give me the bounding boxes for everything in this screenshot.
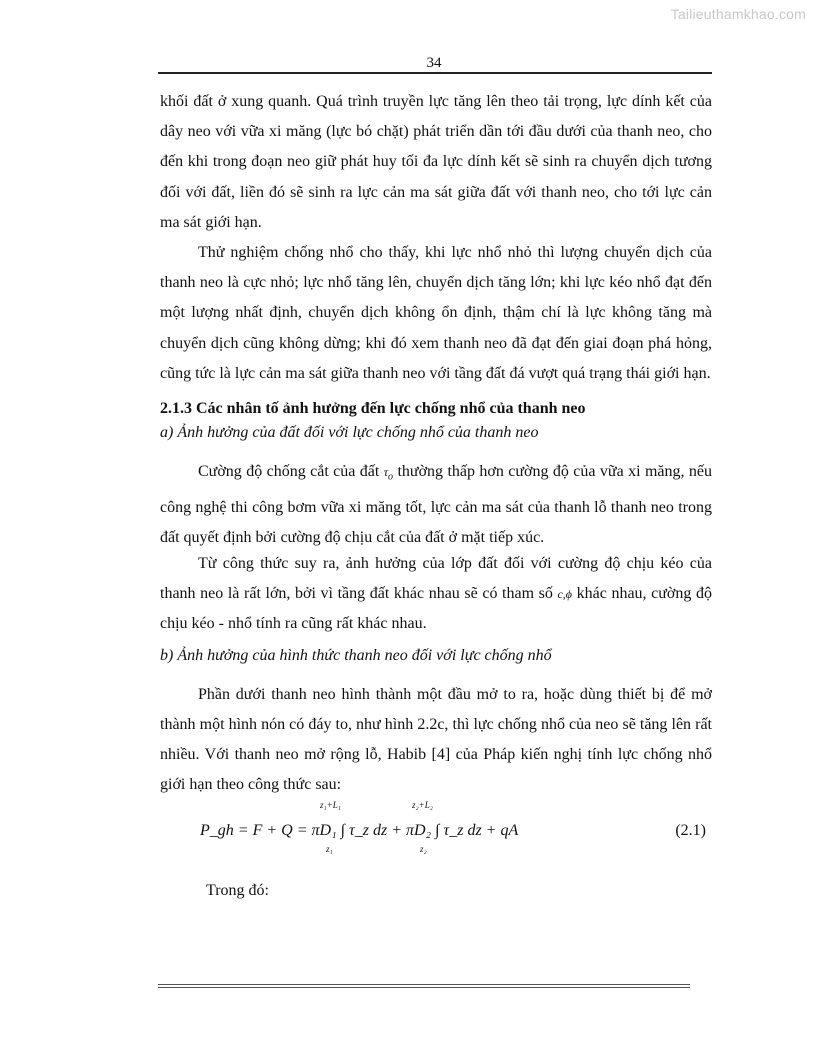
subsection-a: a) Ảnh hưởng của đất đối với lực chống nhổ của thanh neo: [160, 424, 539, 442]
limit-lower-2: z₂: [420, 844, 427, 855]
paragraph-6: Trong đó:: [206, 882, 269, 900]
footer-rule: [158, 984, 690, 988]
p4-after: khác nhau, cường độ chịu kéo - nhổ tính ra cũng rất khác nhau.: [160, 585, 712, 633]
limit-upper-1: z₁+L₁: [320, 800, 341, 811]
section-heading: 2.1.3 Các nhân tố ảnh hưởng đến lực chống nhổ của thanh neo: [160, 400, 586, 418]
paragraph-1: khối đất ở xung quanh. Quá trình truyền lực tăng lên theo tải trọng, lực dính kết của dây neo với vữa xi măng (lực bó chặt) phát triển dần tới đầu dưới của thanh neo, cho đến khi trong đoạn neo giữ phát huy tối đa lực dính kết sẽ sinh ra chuyển dịch tương đối với đất, liền đó sẽ sinh ra lực cản ma sát giữa đất với thanh neo, cho tới lực cản ma sát giới hạn.: [160, 93, 712, 231]
formula-2-1: [160, 800, 712, 866]
paragraph-2: Thử nghiệm chống nhổ cho thấy, khi lực nhổ nhỏ thì lượng chuyển dịch của thanh neo là cực nhỏ; lực nhổ tăng lên, chuyển dịch tăng lớn; khi lực kéo nhổ đạt đến một lượng nhất định, chuyển dịch không ổn định, thậm chí là lực không tăng mà chuyển dịch cũng không dừng; khi đó xem thanh neo đã đạt đến giai đoạn phá hỏng, cũng tức là lực cản ma sát giữa thanh neo với tầng đất đá vượt quá trạng thái giới hạn.: [160, 244, 712, 382]
p3-after: thường thấp hơn cường độ của vữa xi măng, nếu công nghệ thi công bơm vữa xi măng tốt, lực cản ma sát của thanh lỗ thanh neo trong đất quyết định bởi cường độ chịu cắt của đất ở mặt tiếp xúc.: [160, 463, 712, 546]
header-rule: [158, 72, 712, 74]
paragraph-3: [160, 457, 712, 553]
page-number: 34: [426, 55, 442, 71]
page-body: [160, 87, 712, 907]
p4-before: Từ công thức suy ra, ảnh hưởng của lớp đất đối với cường độ chịu kéo của thanh neo là rất lớn, bởi vì tầng đất khác nhau sẽ có tham số: [160, 555, 712, 603]
paragraph-4: [160, 549, 712, 640]
limit-upper-2: z₂+L₂: [412, 800, 433, 811]
p3-before: Cường độ chống cắt của đất: [198, 463, 384, 481]
watermark: Tailieuthamkhao.com: [670, 6, 806, 22]
formula-expression: P_gh = F + Q = πD₁ ∫ τ_z dz + πD₂ ∫ τ_z dz + qA: [200, 822, 519, 840]
subsection-b: b) Ảnh hưởng của hình thức thanh neo đối với lực chống nhổ: [160, 646, 552, 664]
tau-symbol: $\tau_o$: [383, 465, 394, 483]
limit-lower-1: z₁: [326, 844, 333, 855]
c-phi-symbol: c,ϕ: [557, 587, 573, 602]
paragraph-5: Phần dưới thanh neo hình thành một đầu mở to ra, hoặc dùng thiết bị để mở thành một hình nón có đáy to, như hình 2.2c, thì lực chống nhổ của neo sẽ tăng lên rất nhiều. Với thanh neo mở rộng lỗ, Habib [4] của Pháp kiến nghị tính lực chống nhổ giới hạn theo công thức sau:: [160, 685, 712, 794]
equation-number: (2.1): [675, 822, 706, 840]
